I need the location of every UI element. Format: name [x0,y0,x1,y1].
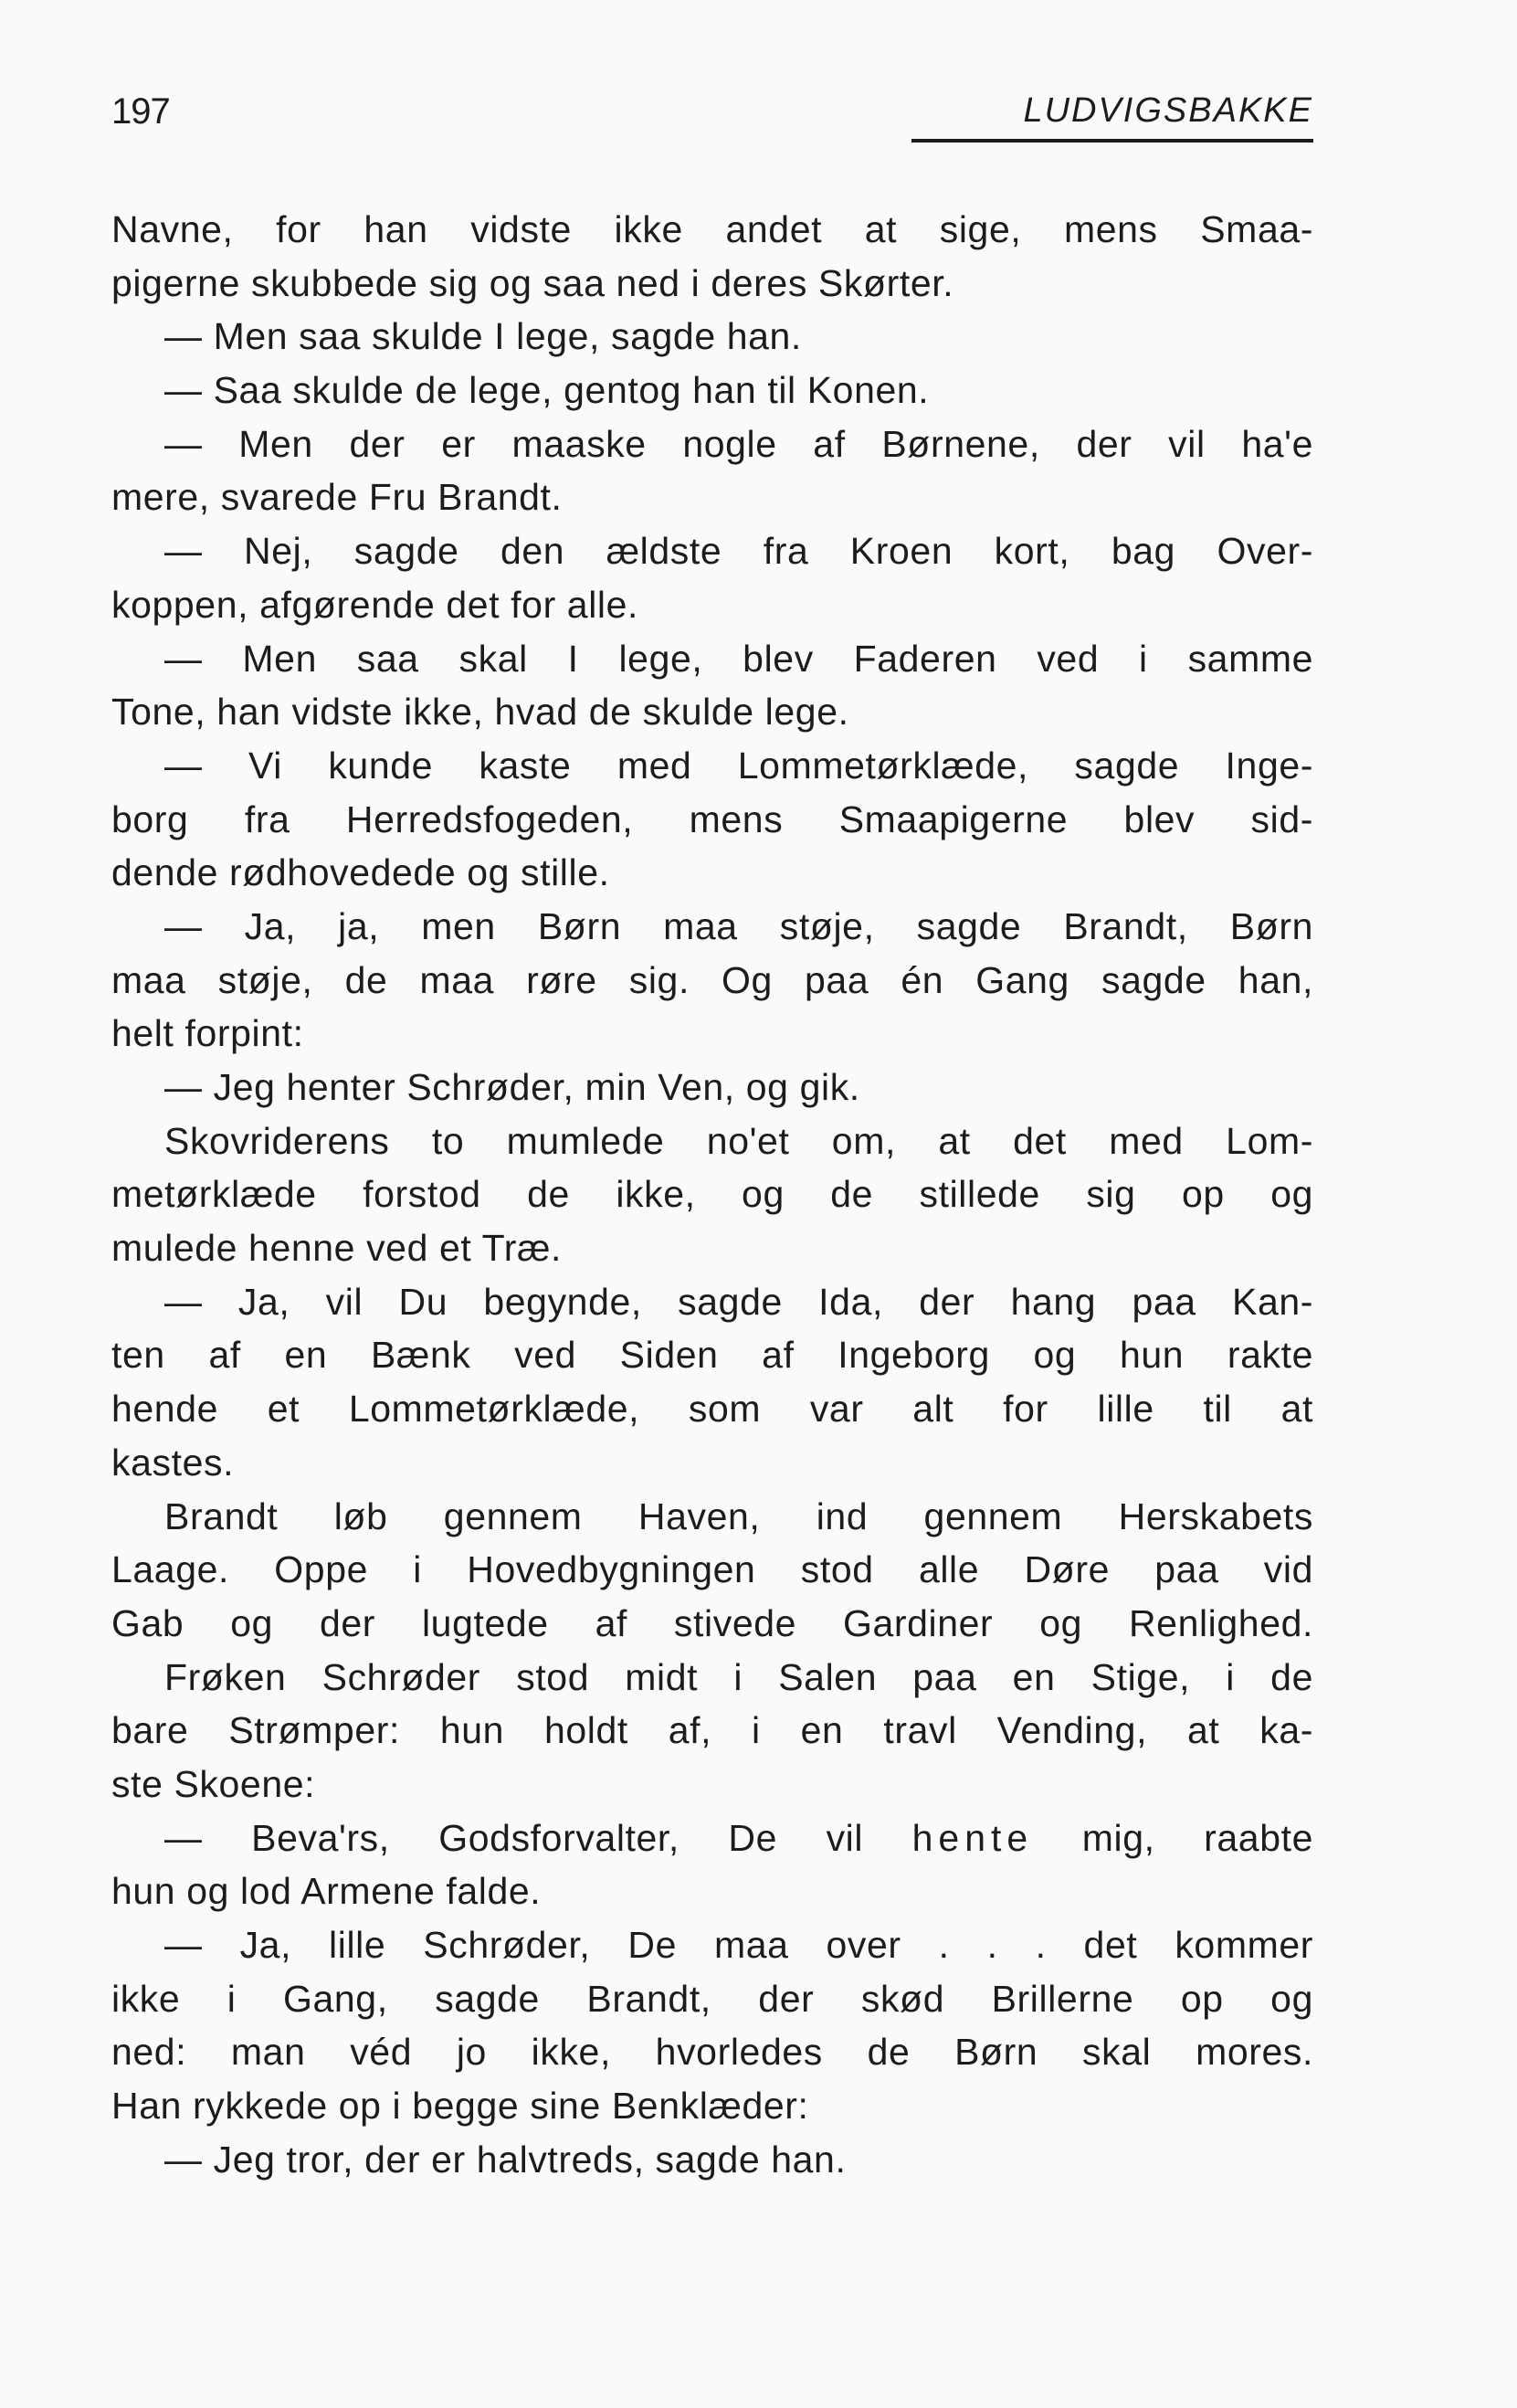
page-header [111,91,1313,146]
text-line: helt forpint: [111,1012,304,1055]
text-line: hende et Lommetørklæde, som var alt for lille til at [111,1388,1313,1431]
text-line: borg fra Herredsfogeden, mens Smaapigerne blev sid- [111,797,1313,840]
text-line: — Men saa skulde I lege, sagde han. [164,315,802,358]
text-line: — Men der er maaske nogle af Børnene, der vil ha'e [164,422,1313,465]
text-line: Han rykkede op i begge sine Benklæder: [111,2085,809,2128]
text-line: hun og lod Armene falde. [111,1870,542,1913]
text-line: maa støje, de maa røre sig. Og paa én Gang sagde han, [111,958,1313,1001]
text-line: — Vi kunde kaste med Lommetørklæde, sagde Inge- [164,744,1313,787]
emphasized-word: hente [911,1816,1034,1859]
text-line: ste Skoene: [111,1762,316,1805]
text-line: Brandt løb gennem Haven, ind gennem Herskabets [164,1494,1313,1537]
text-line: — Ja, lille Schrøder, De maa over . . . det kommer [164,1924,1313,1966]
text-line: Gab og der lugtede af stivede Gardiner og Renlighed. [111,1601,1313,1644]
text-line: — Ja, vil Du begynde, sagde Ida, der hang paa Kan- [164,1280,1313,1323]
text-line: dende rødhovedede og stille. [111,851,610,894]
text-line: Skovriderens to mumlede no'et om, at det med Lom- [164,1119,1313,1162]
text-line: — Ja, ja, men Børn maa støje, sagde Brandt, Børn [164,904,1313,947]
page-number: 197 [111,91,170,132]
text-line: Navne, for han vidste ikke andet at sige, mens Smaa- [111,208,1313,250]
header-rule [911,139,1313,143]
text-line: ikke i Gang, sagde Brandt, der skød Brillerne op og [111,1977,1313,2020]
text-line: metørklæde forstod de ikke, og de stillede sig op og [111,1173,1313,1216]
text-line: — Beva'rs, Godsforvalter, De vil hente mig, raabte [164,1816,1313,1859]
text-line: mere, svarede Fru Brandt. [111,476,563,519]
text-line: koppen, afgørende det for alle. [111,583,639,626]
text-line: mulede henne ved et Træ. [111,1227,563,1270]
text-line: — Jeg tror, der er halvtreds, sagde han. [164,2138,847,2181]
text-line: pigerne skubbede sig og saa ned i deres Skørter. [111,261,954,304]
running-title: LUDVIGSBAKKE [1023,91,1313,130]
text-line: — Saa skulde de lege, gentog han til Konen. [164,369,930,412]
text-line: Frøken Schrøder stod midt i Salen paa en Stige, i de [164,1655,1313,1698]
text-line: — Men saa skal I lege, blev Faderen ved i samme [164,637,1313,680]
text-line: — Jeg henter Schrøder, min Ven, og gik. [164,1066,860,1108]
text-line: bare Strømper: hun holdt af, i en travl Vending, at ka- [111,1709,1313,1752]
text-line: ned: man véd jo ikke, hvorledes de Børn skal mores. [111,2031,1313,2074]
text-line: — Nej, sagde den ældste fra Kroen kort, bag Over- [164,530,1313,573]
text-line: Laage. Oppe i Hovedbygningen stod alle Døre paa vid [111,1548,1313,1591]
text-line: Tone, han vidste ikke, hvad de skulde lege. [111,691,849,734]
text-line: kastes. [111,1441,235,1484]
text-line: ten af en Bænk ved Siden af Ingeborg og hun rakte [111,1334,1313,1377]
body-text [111,203,1313,2186]
